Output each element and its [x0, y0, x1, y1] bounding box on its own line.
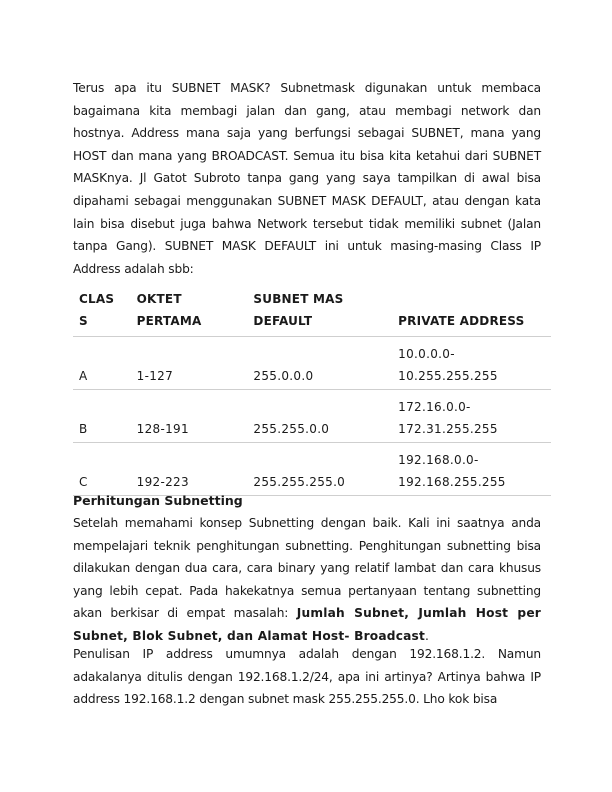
subnet-mask-default-table: [73, 286, 551, 496]
cell-private: 10.0.0.0- 10.255.255.255: [392, 337, 551, 390]
paragraph-text: Setelah memahami konsep Subnetting dengan baik. Kali ini saatnya anda mempelajari teknik penghitungan subnetting. Penghitungan subnetting bisa dilakukan dengan dua cara, cara binary yang relatif lambat dan cara khusus yang lebih cepat. Pada hakekatnya semua pertanyaan tentang subnetting akan berkisar di empat masalah:: [73, 516, 541, 621]
paragraph-subnet-mask-intro: Terus apa itu SUBNET MASK? Subnetmask digunakan untuk membaca bagaimana kita membagi jalan dan gang, atau membagi network dan hostnya. Address mana saja yang berfungsi sebagai SUBNET, mana yang HOST dan mana yang BROADCAST. Semua itu bisa kita ketahui dari SUBNET MASKnya. Jl Gatot Subroto tanpa gang yang saya tampilkan di awal bisa dipahami sebagai menggunakan SUBNET MASK DEFAULT, atau dengan kata lain bisa disebut juga bahwa Network tersebut tidak memiliki subnet (Jalan tanpa Gang). SUBNET MASK DEFAULT ini untuk masing-masing Class IP Address adalah sbb:: [73, 81, 541, 276]
cell-class: B: [73, 390, 131, 443]
cell-private: 172.16.0.0- 172.31.255.255: [392, 390, 551, 443]
table-header-row: [73, 286, 551, 337]
cell-class: C: [73, 443, 131, 496]
paragraph-bold-text: Jumlah Subnet, Jumlah Host per Subnet, Blok Subnet, dan Alamat Host- Broadcast: [73, 606, 541, 643]
table-row: [73, 390, 551, 443]
cell-private: 192.168.0.0- 192.168.255.255: [392, 443, 551, 496]
table-row: [73, 337, 551, 390]
paragraph-ip-notation: Penulisan IP address umumnya adalah dengan 192.168.1.2. Namun adakalanya ditulis dengan 192.168.1.2/24, apa ini artinya? Artinya bahwa IP address 192.168.1.2 dengan subnet mask 255.255.255.0. Lho kok bisa: [73, 647, 541, 707]
cell-oktet: 192-223: [131, 443, 248, 496]
paragraph-subnetting-calc: [73, 512, 541, 648]
header-subnet-mask-default: SUBNET MAS DEFAULT: [247, 286, 392, 337]
cell-class: A: [73, 337, 131, 390]
header-oktet-pertama: OKTET PERTAMA: [131, 286, 248, 337]
table-row: [73, 443, 551, 496]
cell-subnet: 255.0.0.0: [247, 337, 392, 390]
section-heading: Perhitungan Subnetting: [73, 493, 243, 508]
cell-oktet: 128-191: [131, 390, 248, 443]
header-class: CLAS S: [73, 286, 131, 337]
cell-subnet: 255.255.0.0: [247, 390, 392, 443]
header-private-address: PRIVATE ADDRESS: [392, 286, 551, 337]
cell-oktet: 1-127: [131, 337, 248, 390]
paragraph-end: .: [425, 628, 429, 643]
cell-subnet: 255.255.255.0: [247, 443, 392, 496]
